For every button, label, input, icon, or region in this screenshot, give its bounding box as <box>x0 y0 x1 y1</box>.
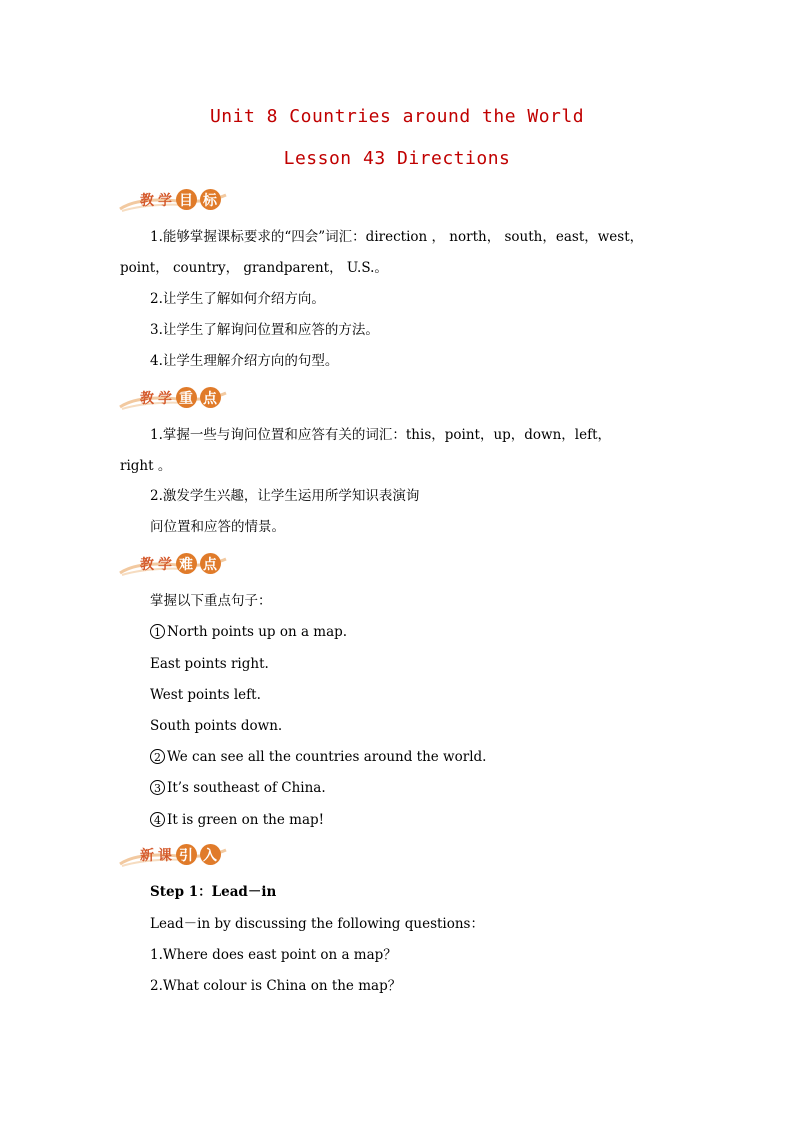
badge-char: 目 <box>176 189 197 210</box>
difficulties-intro: 掌握以下重点句子： <box>150 593 272 609</box>
lesson-title: Lesson 43 Directions <box>283 148 511 169</box>
badge-char: 新 <box>140 848 155 864</box>
sentence-text: We can see all the countries around the world. <box>167 749 487 765</box>
sentence-text: It’s southeast of China. <box>167 780 326 796</box>
objective-item: 2.让学生了解如何介绍方向。 <box>150 291 325 307</box>
badge-char: 学 <box>158 391 173 407</box>
key-sentence <box>150 623 347 641</box>
badge-char: 难 <box>176 553 197 574</box>
number-circle: 1 <box>150 624 165 639</box>
number-circle: 3 <box>150 780 165 795</box>
badge-char: 重 <box>176 387 197 408</box>
sentence-text: North points up on a map. <box>167 624 348 640</box>
badge-char: 教 <box>140 193 155 209</box>
sentence-text: It is green on the map! <box>167 812 325 828</box>
number-circle: 4 <box>150 812 165 827</box>
question-item: 1.Where does east point on a map？ <box>150 947 397 963</box>
step-heading: Step 1：Lead－in <box>150 884 277 900</box>
lead-in-intro: Lead－in by discussing the following questions： <box>150 916 484 932</box>
badge-char: 学 <box>158 557 173 573</box>
badge-char: 点 <box>200 553 221 574</box>
key-sentence <box>150 811 324 829</box>
section-badge-objectives <box>118 187 228 213</box>
sentence-text: East points right. <box>150 656 269 672</box>
key-sentence <box>150 748 486 766</box>
key-point-item: right 。 <box>120 458 172 474</box>
question-item: 2.What colour is China on the map？ <box>150 978 402 994</box>
sentence-text: West points left. <box>150 687 261 703</box>
key-sentence <box>150 686 261 704</box>
key-point-item: 1.掌握一些与询问位置和应答有关的词汇：this，point，up，down，left， <box>150 427 612 443</box>
unit-title: Unit 8 Countries around the World <box>209 106 585 127</box>
section-badge-lead-in <box>118 842 228 868</box>
badge-char: 点 <box>200 387 221 408</box>
number-circle: 2 <box>150 749 165 764</box>
badge-char: 入 <box>200 844 221 865</box>
badge-char: 标 <box>200 189 221 210</box>
badge-char: 教 <box>140 557 155 573</box>
sentence-text: South points down. <box>150 718 283 734</box>
section-badge-difficulties <box>118 551 228 577</box>
key-point-item: 2.激发学生兴趣，让学生运用所学知识表演询 <box>150 488 420 504</box>
objective-item: 4.让学生理解介绍方向的句型。 <box>150 353 339 369</box>
badge-char: 课 <box>158 848 173 864</box>
objective-item: 3.让学生了解询问位置和应答的方法。 <box>150 322 379 338</box>
key-sentence <box>150 717 282 735</box>
key-sentence <box>150 655 269 673</box>
key-point-item: 问位置和应答的情景。 <box>150 519 285 535</box>
objective-item: point， country， grandparent， U.S.。 <box>120 260 388 276</box>
badge-char: 教 <box>140 391 155 407</box>
objective-item: 1.能够掌握课标要求的“四会”词汇：direction ， north， south，east，west， <box>150 229 644 245</box>
key-sentence <box>150 779 326 797</box>
badge-char: 学 <box>158 193 173 209</box>
section-badge-key-points <box>118 385 228 411</box>
badge-char: 引 <box>176 844 197 865</box>
